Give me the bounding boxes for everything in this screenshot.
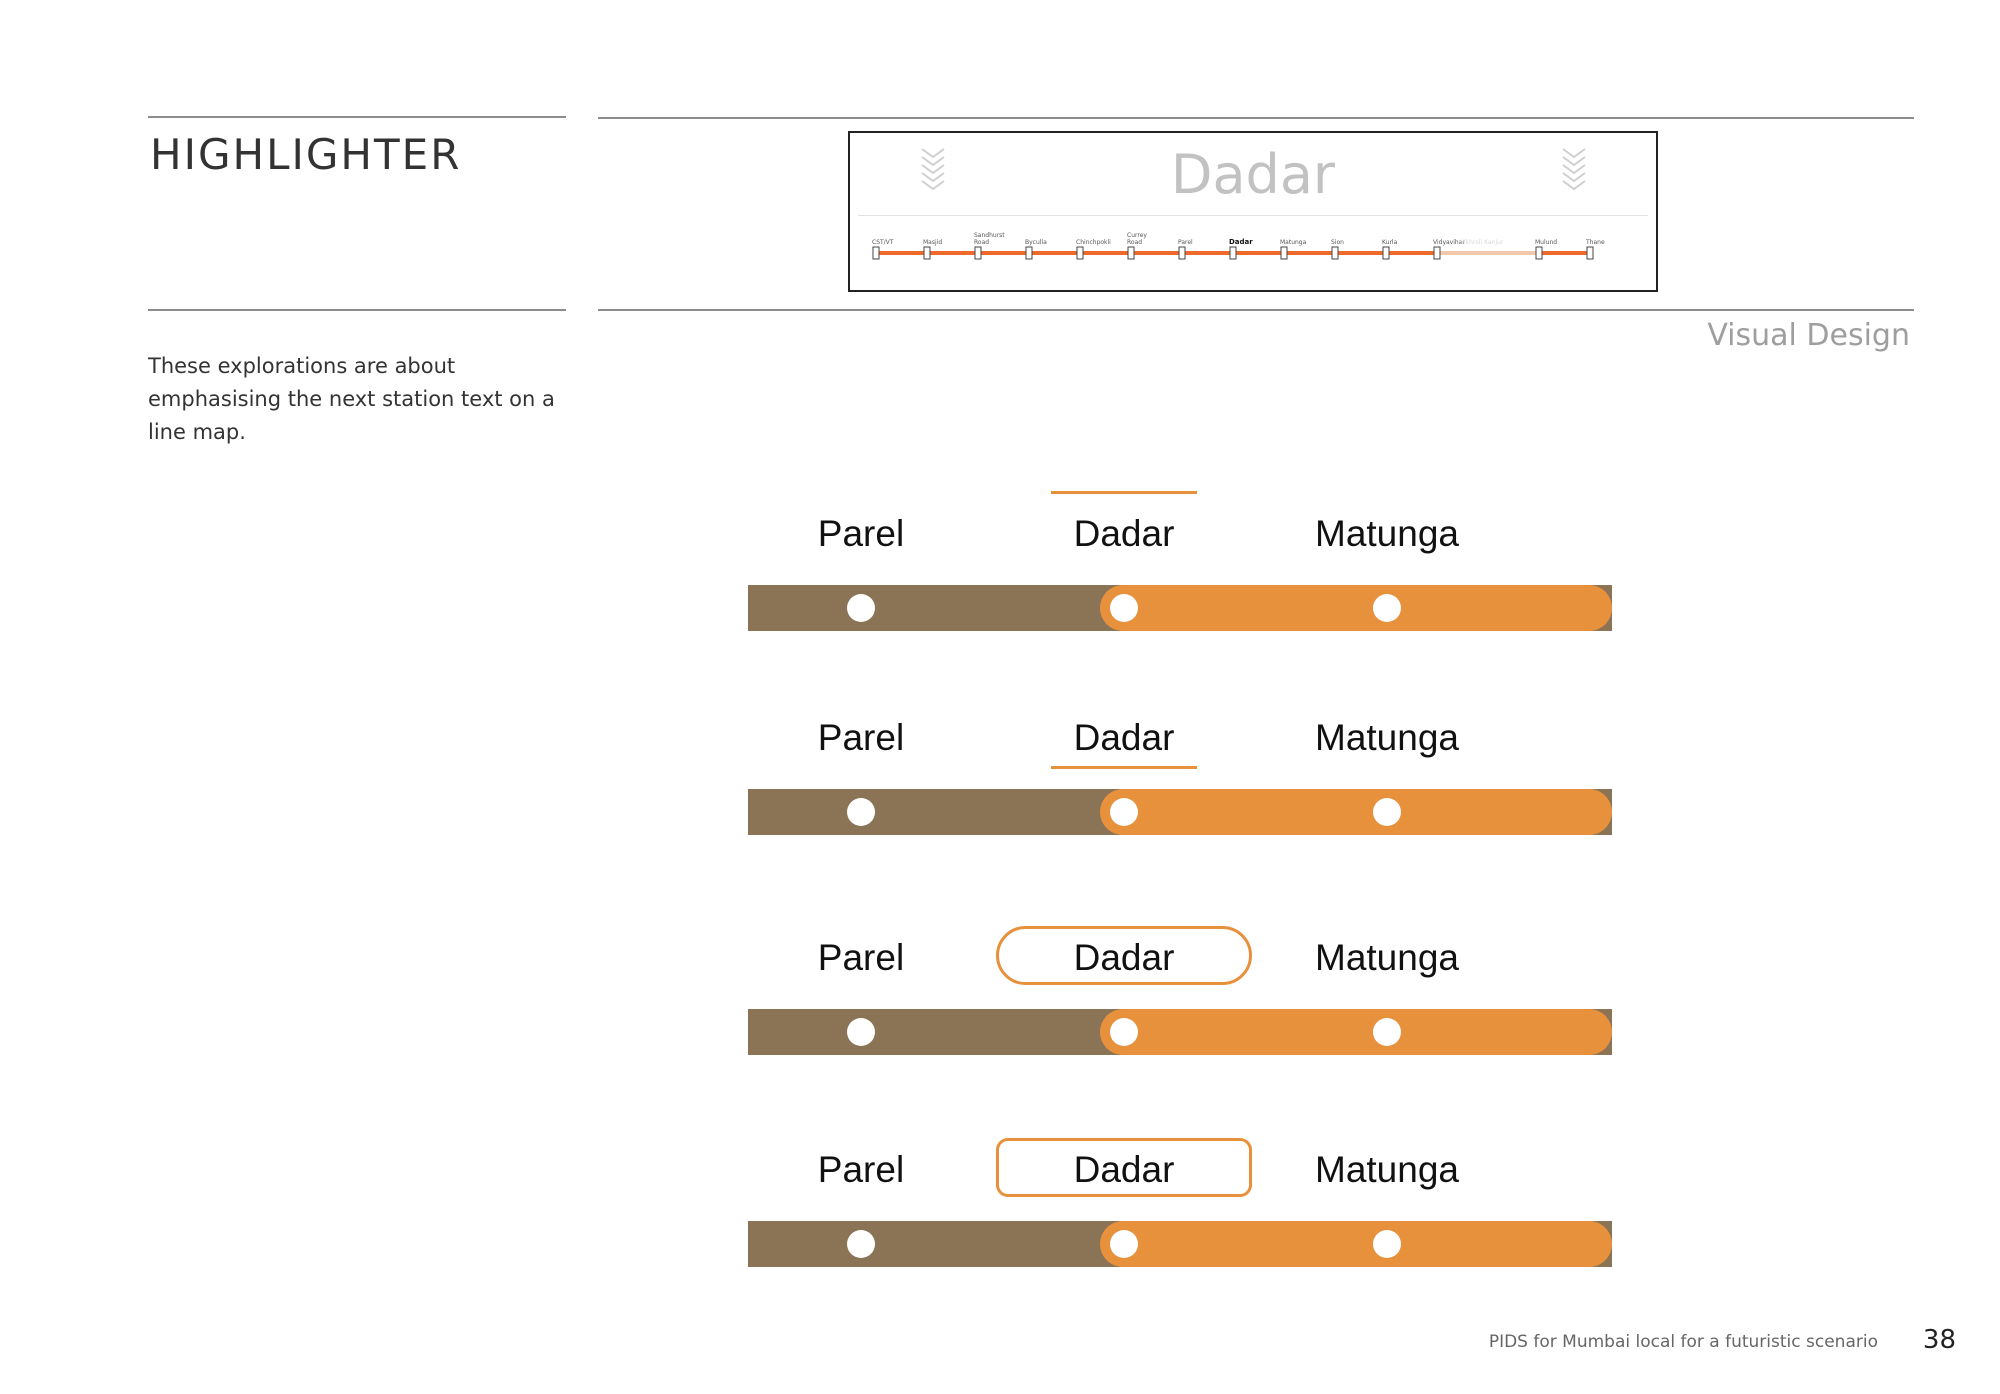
station-label-parel: Parel xyxy=(817,937,905,978)
station-dot xyxy=(1373,1230,1401,1258)
station-label-parel: Parel xyxy=(817,513,905,554)
mini-station-label: Sandhurst Road xyxy=(974,232,1005,246)
footer-caption: PIDS for Mumbai local for a futuristic scenario xyxy=(1488,1332,1878,1352)
mini-station-label: Parel xyxy=(1178,239,1193,246)
station-dot xyxy=(847,798,875,826)
mini-station-label: CST/VT xyxy=(872,239,894,246)
station-dot xyxy=(847,1018,875,1046)
station-dot xyxy=(847,594,875,622)
upcoming-segment xyxy=(1100,1009,1612,1055)
station-dot xyxy=(847,1230,875,1258)
page-number: 38 xyxy=(1922,1325,1956,1355)
mini-station-label: Mulund xyxy=(1535,239,1558,246)
mini-station-label: Byculla xyxy=(1025,239,1047,246)
mini-station-label: Thane xyxy=(1586,239,1605,246)
station-dot xyxy=(1110,594,1138,622)
station-label-parel: Parel xyxy=(817,717,905,758)
preview-station-title: Dadar xyxy=(1170,143,1336,206)
mini-station-label: Vikhroli Kanjur xyxy=(1460,239,1504,246)
station-dot xyxy=(1110,1018,1138,1046)
station-dot xyxy=(1373,798,1401,826)
mini-station-label: Vidyavihar xyxy=(1433,239,1465,246)
mini-station-label: Masjid xyxy=(923,239,943,246)
mini-station-label: Kurla xyxy=(1382,239,1398,246)
mini-station-label: Chinchpokli xyxy=(1076,239,1111,246)
station-label-matunga: Matunga xyxy=(1315,937,1459,978)
mini-station-label: Matunga xyxy=(1280,239,1307,246)
pill-highlight xyxy=(996,926,1252,985)
station-label-dadar: Dadar xyxy=(1073,937,1175,978)
station-label-parel: Parel xyxy=(817,1149,905,1190)
station-label-matunga: Matunga xyxy=(1315,717,1459,758)
upcoming-segment xyxy=(1100,1221,1612,1267)
station-label-matunga: Matunga xyxy=(1315,1149,1459,1190)
station-label-dadar: Dadar xyxy=(1073,1149,1175,1190)
underline-highlight xyxy=(1051,766,1197,769)
station-dot xyxy=(1110,798,1138,826)
mini-station-label: Sion xyxy=(1331,239,1344,246)
overline-highlight xyxy=(1051,491,1197,494)
mini-station-label: Currey Road xyxy=(1127,232,1147,246)
station-dot xyxy=(1373,594,1401,622)
page-description: These explorations are about emphasising the next station text on a line map. xyxy=(148,354,555,444)
station-label-matunga: Matunga xyxy=(1315,513,1459,554)
rounded-box-highlight xyxy=(996,1138,1252,1197)
station-dot xyxy=(1110,1230,1138,1258)
page-title: HIGHLIGHTER xyxy=(150,130,462,179)
upcoming-segment xyxy=(1100,585,1612,631)
station-label-dadar: Dadar xyxy=(1073,513,1175,554)
mini-station-label: Dadar xyxy=(1229,238,1253,246)
station-label-dadar: Dadar xyxy=(1073,717,1175,758)
section-label: Visual Design xyxy=(1707,318,1910,353)
station-dot xyxy=(1373,1018,1401,1046)
upcoming-segment xyxy=(1100,789,1612,835)
